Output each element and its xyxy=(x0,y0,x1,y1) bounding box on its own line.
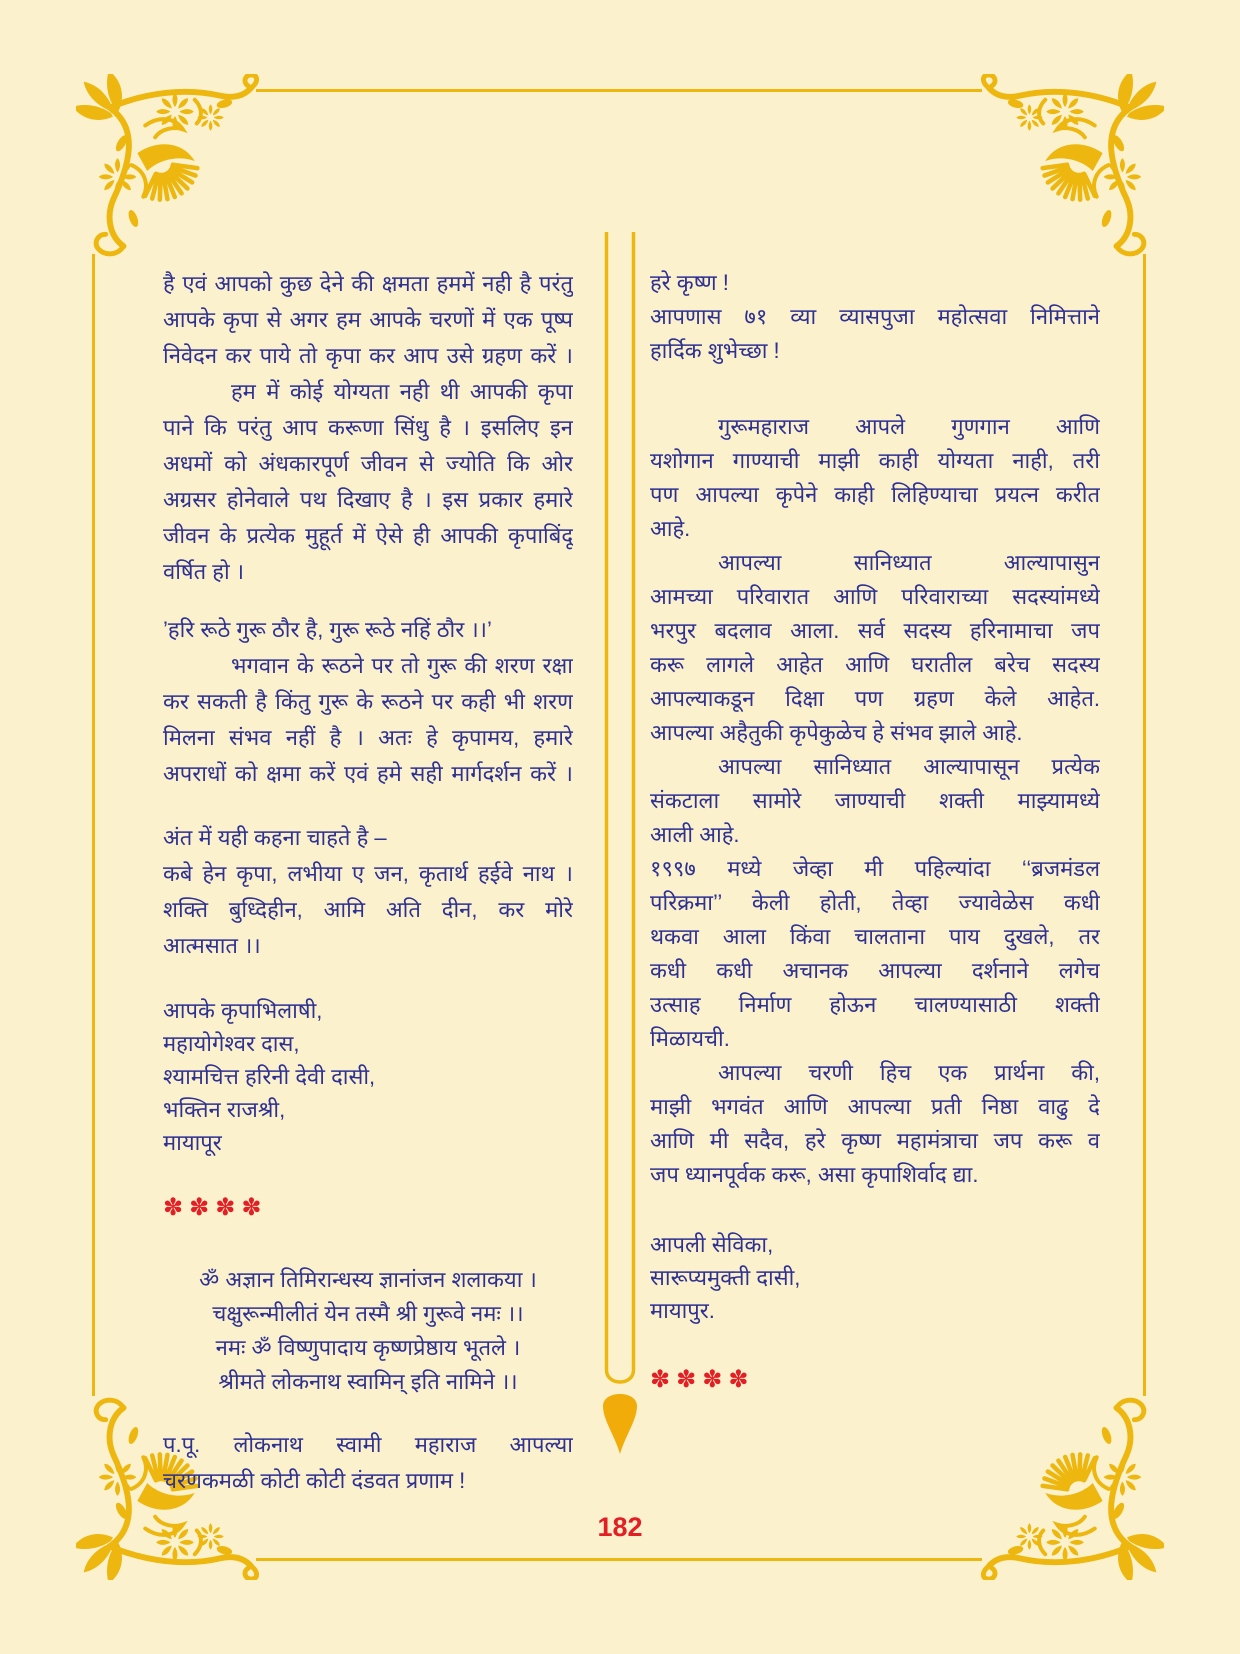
text-line: आणि मी सदैव, हरे कृष्ण महामंत्राचा जप करू व xyxy=(650,1128,1100,1153)
text-line: आपल्या सानिध्यात आल्यापासून प्रत्येक xyxy=(718,754,1100,779)
text-line: निवेदन कर पाये तो कृपा कर आप उसे ग्रहण करें । xyxy=(163,343,573,368)
text-line: शक्ति बुध्दिहीन, आमि अति दीन, कर मोरे xyxy=(163,897,573,922)
separator-asterisks: ✽✽✽✽ xyxy=(163,1194,268,1221)
floral-corner-icon xyxy=(976,1392,1164,1580)
text-line: आपल्या अहैतुकी कृपेकुळेच हे संभव झाले आहे. xyxy=(650,720,1023,745)
text-line: आपके कृपा से अगर हम आपके चरणों में एक पूष्प xyxy=(163,307,573,332)
kalam-divider-icon xyxy=(594,232,644,1457)
invocation-verse xyxy=(163,1263,573,1399)
text-line: आत्मसात ।। xyxy=(163,933,261,958)
text-line: अंत में यही कहना चाहते है – xyxy=(163,825,387,850)
text-line: पण आपल्या कृपेने काही लिहिण्याचा प्रयत्न करीत xyxy=(650,482,1100,507)
paragraph xyxy=(650,546,1100,750)
text-line: थकवा आला किंवा चालताना पाय दुखले, तर xyxy=(650,924,1100,949)
text-line: आपल्या सानिध्यात आल्यापासुन xyxy=(718,550,1100,575)
text-line: नमः ॐ विष्णुपादाय कृष्णप्रेष्ठाय भूतले । xyxy=(215,1335,521,1360)
text-line: आमच्या परिवारात आणि परिवाराच्या सदस्यांमध्ये xyxy=(650,584,1100,609)
text-line: श्यामचित्त हरिनी देवी दासी, xyxy=(163,1064,376,1089)
obeisance xyxy=(163,1427,573,1499)
text-line: आपणास ७१ व्या व्यासपुजा महोत्सवा निमित्ताने xyxy=(650,304,1100,329)
text-line: हम में कोई योग्यता नही थी आपकी कृपा xyxy=(231,379,573,404)
text-line: वर्षित हो । xyxy=(163,559,245,584)
text-line: माझी भगवंत आणि आपल्या प्रती निष्ठा वाढु दे xyxy=(650,1094,1100,1119)
text-line: गुरूमहाराज आपले गुणगान आणि xyxy=(718,414,1100,439)
paragraph xyxy=(650,750,1100,852)
text-line: हार्दिक शुभेच्छा ! xyxy=(650,338,780,363)
text-line: है एवं आपको कुछ देने की क्षमता हममें नही है परंतु xyxy=(163,271,573,296)
text-line: आली आहे. xyxy=(650,822,740,847)
text-line: मिळायची. xyxy=(650,1026,730,1051)
text-line: १९९७ मध्ये जेव्हा मी पहिल्यांदा ‘‘ब्रजमंडल xyxy=(650,856,1100,881)
text-line: मिलना संभव नहीं है । अतः हे कृपामय, हमारे xyxy=(163,725,573,750)
text-line: अपराधों को क्षमा करें एवं हमे सही मार्गदर्शन करें । xyxy=(163,761,573,786)
right-column xyxy=(650,266,1100,1395)
text-line: ’हरि रूठे गुरू ठौर है, गुरू रूठे नहिं ठौर ।।’ xyxy=(163,617,492,642)
paragraph xyxy=(650,852,1100,1056)
paragraph xyxy=(650,1056,1100,1192)
closing-paragraph xyxy=(163,820,573,964)
frame-border-bottom xyxy=(256,1558,982,1561)
text-line: चक्षुरून्मीलीतं येन तस्मै श्री गुरूवे नमः ।। xyxy=(212,1301,524,1326)
text-line: यशोगान गाण्याची माझी काही योग्यता नाही, तरी xyxy=(650,448,1100,473)
text-line: भक्तिन राजश्री, xyxy=(163,1097,286,1122)
text-line: परिक्रमा’’ केली होती, तेव्हा ज्यावेळेस कधी xyxy=(650,890,1100,915)
frame-border-top xyxy=(256,89,982,92)
text-line: कर सकती है किंतु गुरू के रूठने पर कही भी शरण xyxy=(163,689,573,714)
text-line: आपल्या चरणी हिच एक प्रार्थना की, xyxy=(718,1060,1100,1085)
text-line: अग्रसर होनेवाले पथ दिखाए है । इस प्रकार हमारे xyxy=(163,487,573,512)
text-line: उत्साह निर्माण होऊन चालण्यासाठी शक्ती xyxy=(650,992,1100,1017)
floral-corner-icon xyxy=(76,74,264,262)
paragraph xyxy=(650,410,1100,546)
text-line: जप ध्यानपूर्वक करू, असा कृपाशिर्वाद द्या. xyxy=(650,1162,979,1187)
text-line: मायापूर xyxy=(163,1130,222,1155)
page-number: 182 xyxy=(597,1512,643,1542)
text-line: करू लागले आहेत आणि घरातील बरेच सदस्य xyxy=(650,652,1100,677)
text-line: श्रीमते लोकनाथ स्वामिन् इति नामिने ।। xyxy=(218,1369,518,1394)
signature xyxy=(650,1228,1100,1327)
greeting xyxy=(650,266,1100,368)
frame-border-right xyxy=(1143,254,1146,1396)
text-line: आहे. xyxy=(650,516,691,541)
separator-asterisks: ✽✽✽✽ xyxy=(650,1366,755,1393)
text-line: अधमों को अंधकारपूर्ण जीवन से ज्योति कि ओर xyxy=(163,451,573,476)
text-line: सारूप्यमुक्ती दासी, xyxy=(650,1265,801,1290)
left-column xyxy=(163,266,573,1499)
text-line: जीवन के प्रत्येक मुहूर्त में ऐसे ही आपकी कृपाबिंदू xyxy=(163,523,573,548)
asterisk-separator xyxy=(163,1193,573,1223)
text-line: पाने कि परंतु आप करूणा सिंधु है । इसलिए इन xyxy=(163,415,573,440)
text-line: आपल्याकडून दिक्षा पण ग्रहण केले आहेत. xyxy=(650,686,1100,711)
text-line: मायापुर. xyxy=(650,1298,715,1323)
text-line: भरपुर बदलाव आला. सर्व सदस्य हरिनामाचा जप xyxy=(650,618,1100,643)
text-line: चरणकमळी कोटी कोटी दंडवत प्रणाम ! xyxy=(163,1468,466,1493)
paragraph xyxy=(163,266,573,590)
frame-border-left xyxy=(92,254,95,1396)
text-line: हरे कृष्ण ! xyxy=(650,270,729,295)
text-line: महायोगेश्वर दास, xyxy=(163,1031,300,1056)
quote-paragraph xyxy=(163,612,573,792)
text-line: प.पू. लोकनाथ स्वामी महाराज आपल्या xyxy=(163,1432,573,1457)
text-line: ॐ अज्ञान तिमिरान्धस्य ज्ञानांजन शलाकया । xyxy=(199,1267,537,1292)
floral-corner-icon xyxy=(976,74,1164,262)
text-line: संकटाला सामोरे जाण्याची शक्ती माझ्यामध्ये xyxy=(650,788,1100,813)
text-line: कधी कधी अचानक आपल्या दर्शनाने लगेच xyxy=(650,958,1100,983)
asterisk-separator xyxy=(650,1365,1100,1395)
text-line: भगवान के रूठने पर तो गुरू की शरण रक्षा xyxy=(231,653,573,678)
text-line: आपके कृपाभिलाषी, xyxy=(163,998,323,1023)
text-line: आपली सेविका, xyxy=(650,1232,774,1257)
signature xyxy=(163,994,573,1159)
text-line: कबे हेन कृपा, लभीया ए जन, कृतार्थ हईवे नाथ । xyxy=(163,861,573,886)
